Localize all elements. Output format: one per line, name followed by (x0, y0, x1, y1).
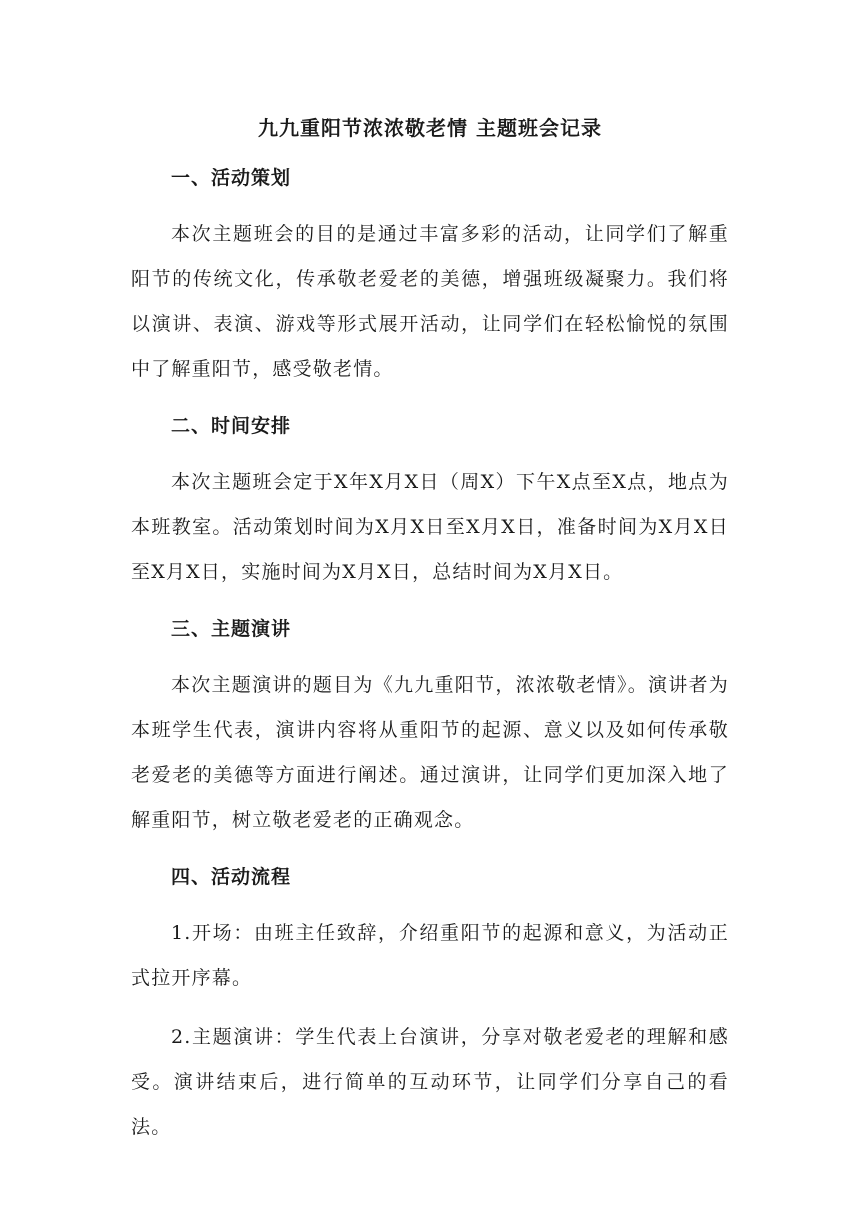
section-heading-process: 四、活动流程 (171, 866, 292, 888)
section-heading-schedule: 二、时间安排 (171, 415, 292, 437)
section-paragraph-speech: 本次主题演讲的题目为《九九重阳节，浓浓敬老情》。演讲者为本班学生代表，演讲内容将从重阳节的起源、意义以及如何传承敬老爱老的美德等方面进行阐述。通过演讲，让同学们更加深入地了解重阳节，树立敬老爱老的正确观念。 (131, 674, 729, 831)
section-paragraph-schedule: 本次主题班会定于X年X月X日（周X）下午X点至X点，地点为本班教室。活动策划时间为X月X日至X月X日，准备时间为X月X日至X月X日，实施时间为X月X日，总结时间为X月X日。 (131, 471, 729, 583)
section-heading-planning: 一、活动策划 (171, 167, 292, 189)
section-paragraph-process-speech: 2.主题演讲：学生代表上台演讲，分享对敬老爱老的理解和感受。演讲结束后，进行简单的互动环节，让同学们分享自己的看法。 (131, 1026, 729, 1138)
section-paragraph-planning: 本次主题班会的目的是通过丰富多彩的活动，让同学们了解重阳节的传统文化，传承敬老爱老的美德，增强班级凝聚力。我们将以演讲、表演、游戏等形式展开活动，让同学们在轻松愉悦的氛围中了解重阳节，感受敬老情。 (131, 223, 729, 380)
document-title: 九九重阳节浓浓敬老情 主题班会记录 (258, 116, 602, 140)
document-body (131, 108, 729, 1164)
section-heading-speech: 三、主题演讲 (171, 618, 292, 640)
section-paragraph-process-opening: 1.开场：由班主任致辞，介绍重阳节的起源和意义，为活动正式拉开序幕。 (131, 922, 729, 989)
